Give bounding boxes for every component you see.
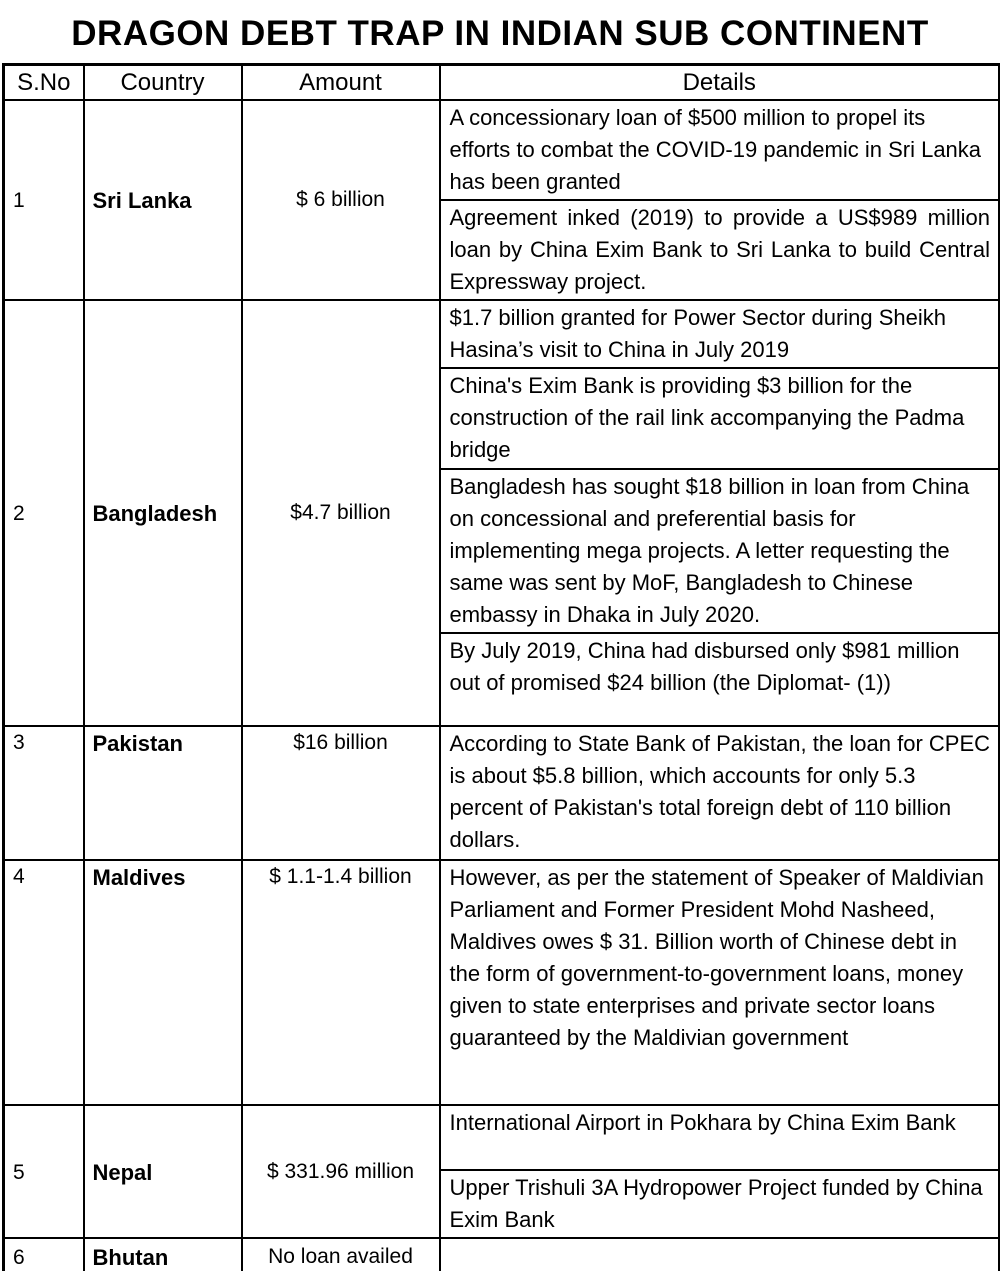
detail-cell: By July 2019, China had disbursed only $981 million out of promised $24 billion (the Diplomat- (1)) <box>440 633 1000 726</box>
country-cell: Bhutan <box>84 1238 242 1271</box>
sno-cell: 2 <box>4 300 84 726</box>
detail-cell: China's Exim Bank is providing $3 billion for the construction of the rail link accompanying the Padma bridge <box>440 368 1000 469</box>
detail-cell <box>440 1238 1000 1271</box>
amount-cell: No loan availed <box>242 1238 440 1271</box>
column-header-sno: S.No <box>4 65 84 101</box>
amount-cell: $4.7 billion <box>242 300 440 726</box>
column-header-details: Details <box>440 65 1000 101</box>
detail-cell: Agreement inked (2019) to provide a US$989 million loan by China Exim Bank to Sri Lanka to build Central Expressway project. <box>440 200 1000 300</box>
detail-cell: Upper Trishuli 3A Hydropower Project funded by China Exim Bank <box>440 1170 1000 1238</box>
debt-table <box>2 63 1000 1271</box>
amount-cell: $ 6 billion <box>242 100 440 300</box>
country-cell: Nepal <box>84 1105 242 1238</box>
table-row <box>4 860 1000 1105</box>
detail-cell: International Airport in Pokhara by China Exim Bank <box>440 1105 1000 1170</box>
table-row <box>4 100 1000 200</box>
table-body <box>4 100 1000 1271</box>
detail-cell: Bangladesh has sought $18 billion in loan from China on concessional and preferential basis for implementing mega projects. A letter requesting the same was sent by MoF, Bangladesh to Chinese embassy in Dhaka in July 2020. <box>440 469 1000 633</box>
column-header-country: Country <box>84 65 242 101</box>
page-title: DRAGON DEBT TRAP IN INDIAN SUB CONTINENT <box>71 14 929 53</box>
table-header-row <box>4 65 1000 101</box>
amount-cell: $ 331.96 million <box>242 1105 440 1238</box>
column-header-amount: Amount <box>242 65 440 101</box>
amount-cell: $ 1.1-1.4 billion <box>242 860 440 1105</box>
detail-cell: A concessionary loan of $500 million to propel its efforts to combat the COVID-19 pandemic in Sri Lanka has been granted <box>440 100 1000 200</box>
amount-cell: $16 billion <box>242 726 440 860</box>
sno-cell: 3 <box>4 726 84 860</box>
country-cell: Sri Lanka <box>84 100 242 300</box>
detail-cell: According to State Bank of Pakistan, the loan for CPEC is about $5.8 billion, which accounts for only 5.3 percent of Pakistan's total foreign debt of 110 billion dollars. <box>440 726 1000 860</box>
sno-cell: 5 <box>4 1105 84 1238</box>
detail-cell: $1.7 billion granted for Power Sector during Sheikh Hasina’s visit to China in July 2019 <box>440 300 1000 368</box>
table-row <box>4 1105 1000 1170</box>
country-cell: Pakistan <box>84 726 242 860</box>
table-row <box>4 1238 1000 1271</box>
country-cell: Bangladesh <box>84 300 242 726</box>
detail-cell: However, as per the statement of Speaker of Maldivian Parliament and Former President Mohd Nasheed, Maldives owes $ 31. Billion worth of Chinese debt in the form of government-to-government loans, money given to state enterprises and private sector loans guaranteed by the Maldivian government <box>440 860 1000 1105</box>
table-row <box>4 726 1000 860</box>
sno-cell: 6 <box>4 1238 84 1271</box>
table-row <box>4 300 1000 368</box>
country-cell: Maldives <box>84 860 242 1105</box>
sno-cell: 4 <box>4 860 84 1105</box>
sno-cell: 1 <box>4 100 84 300</box>
